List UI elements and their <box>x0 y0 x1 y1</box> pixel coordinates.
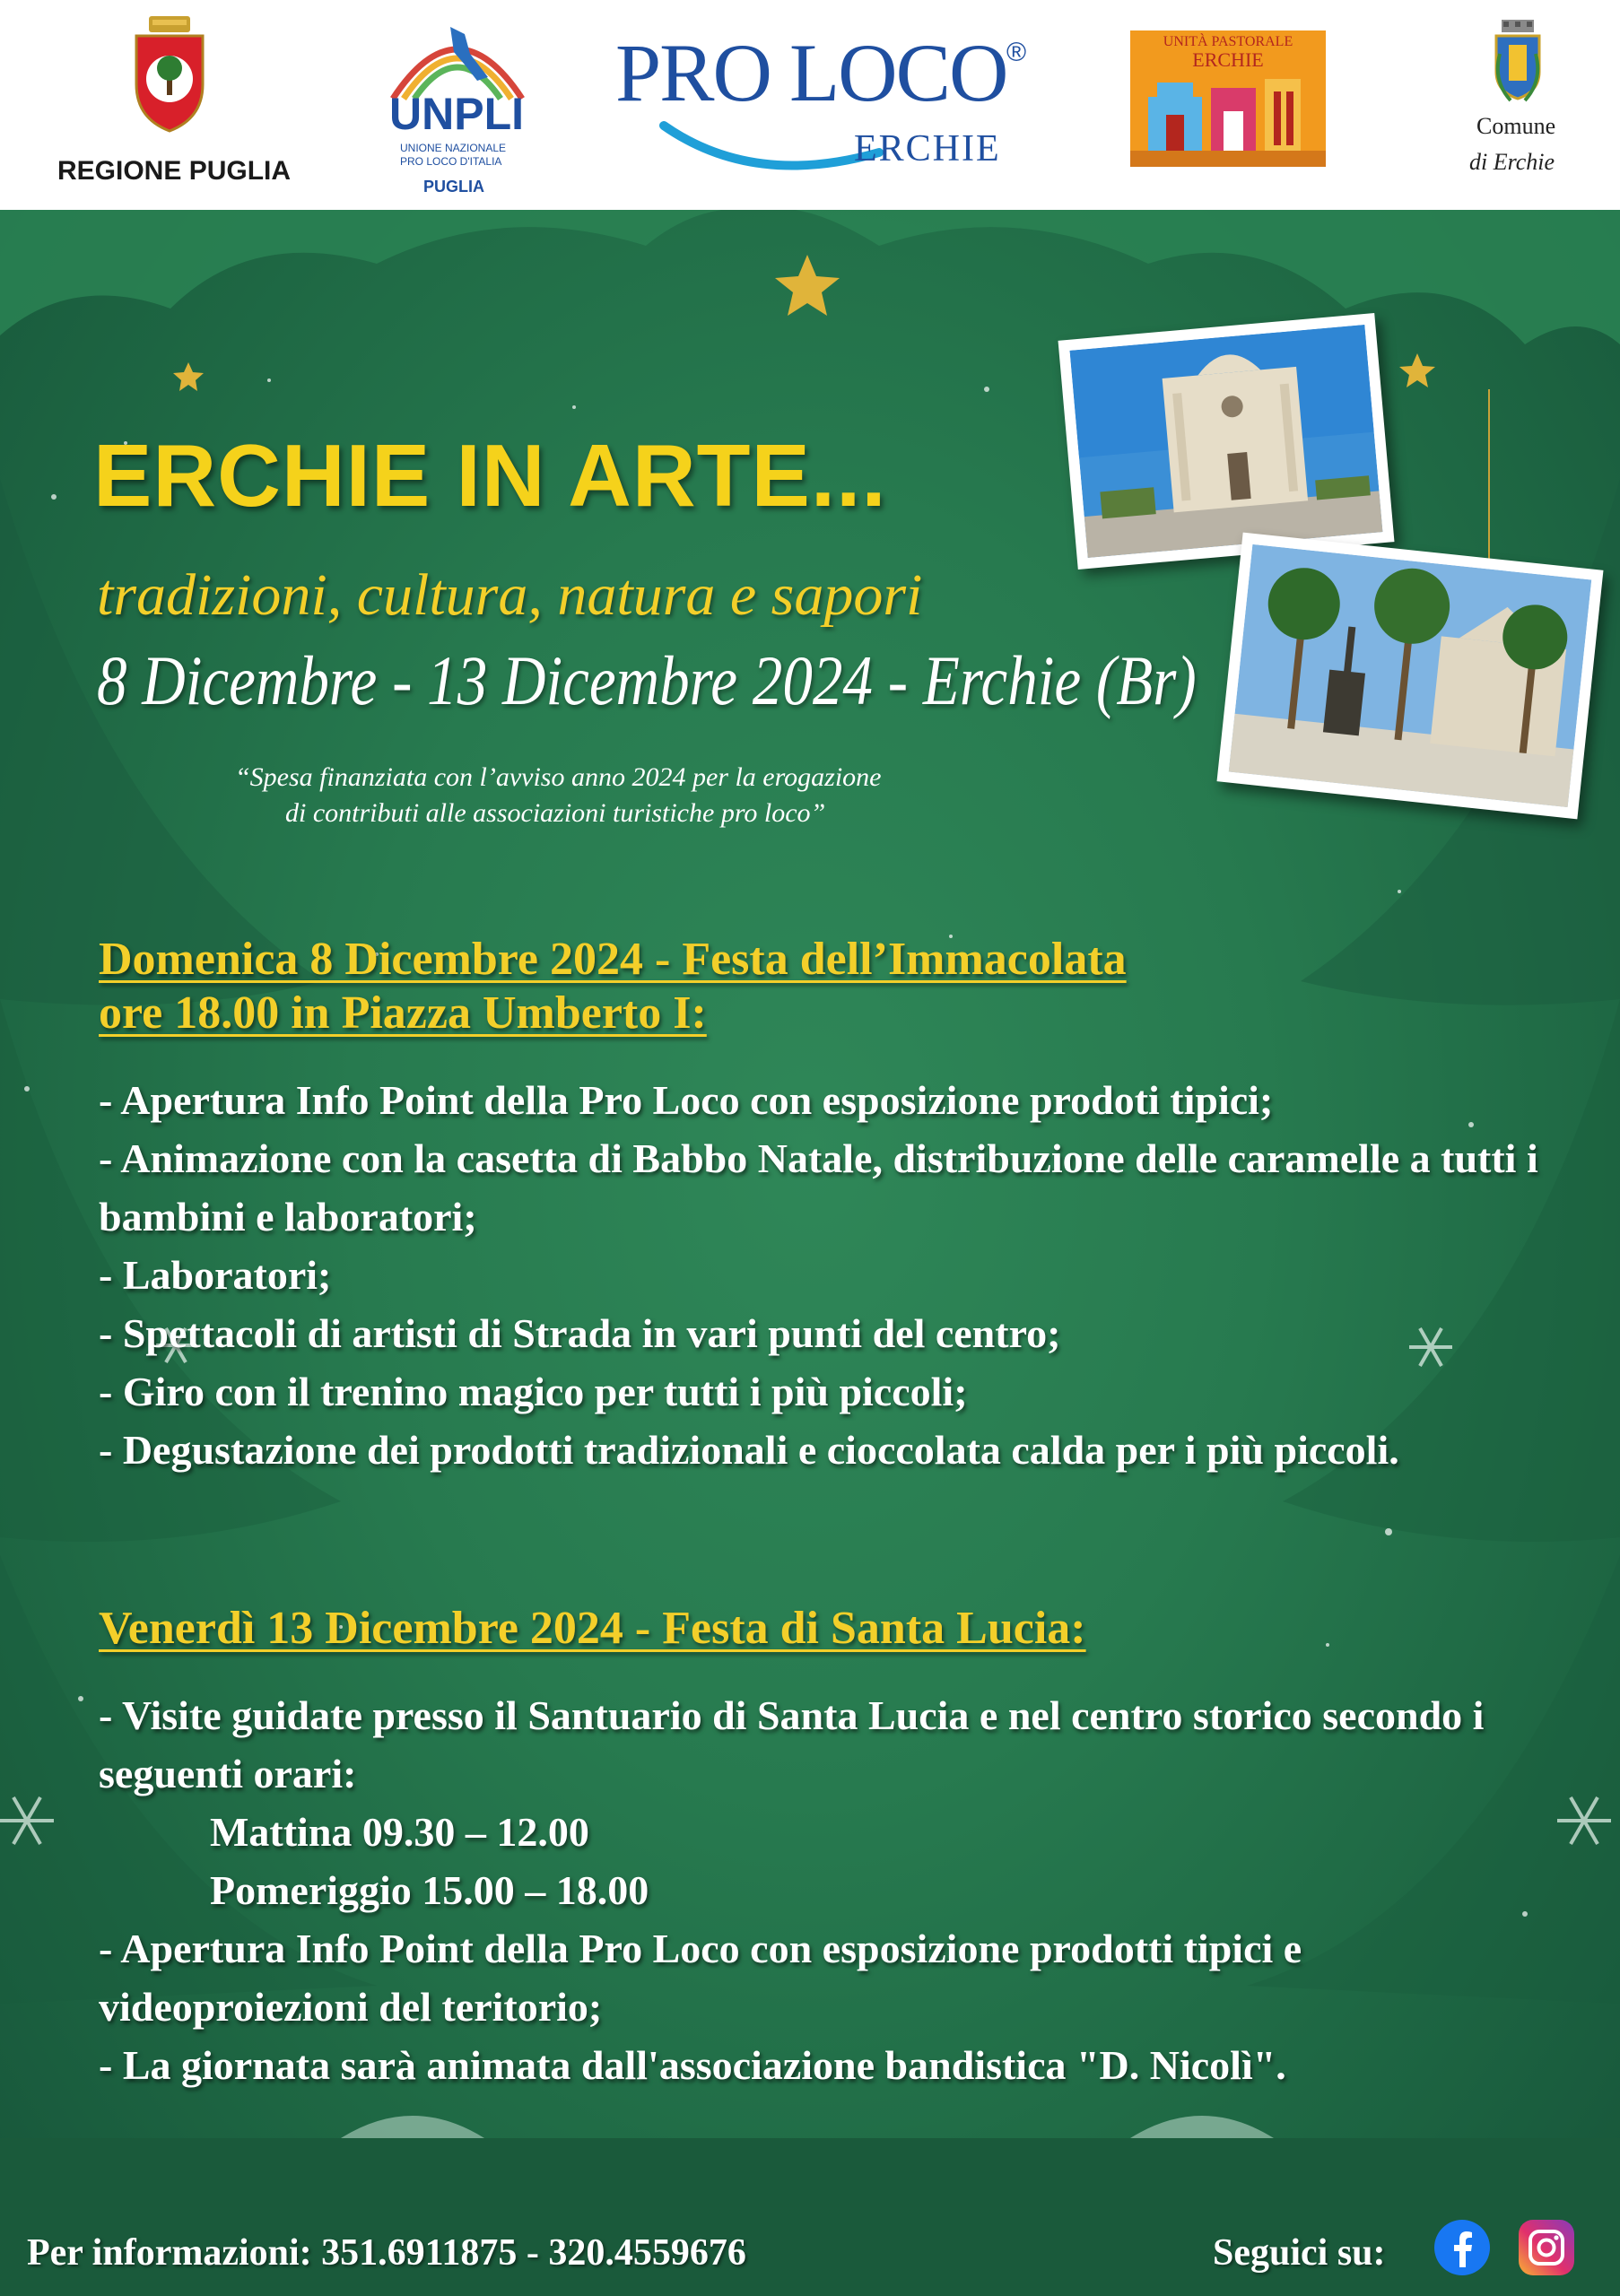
church-photo <box>1058 313 1395 570</box>
event-subtitle: tradizioni, cultura, natura e sapori <box>97 562 923 628</box>
comune-crest-icon <box>1491 18 1545 104</box>
schedule-afternoon: Pomeriggio 15.00 – 18.00 <box>210 1867 649 1913</box>
section1-item: - Apertura Info Point della Pro Loco con esposizione prodoti tipici; <box>99 1077 1274 1123</box>
funding-note-line1: “Spesa finanziata con l’avviso anno 2024 per la erogazione <box>235 762 882 792</box>
section1-item: - Giro con il trenino magico per tutti i più piccoli; <box>99 1369 968 1414</box>
section2-item: - La giornata sarà animata dall'associazione bandistica "D. Nicolì". <box>99 2042 1286 2088</box>
pro-loco-town: ERCHIE <box>854 128 1001 170</box>
contact-info: Per informazioni: 351.6911875 - 320.4559676 <box>27 2232 746 2274</box>
logo-header <box>0 0 1620 210</box>
church-facade-photo <box>1070 325 1383 558</box>
section1-heading-line2: ore 18.00 in Piazza Umberto I: <box>99 987 707 1039</box>
unpli-sub2: PRO LOCO D'ITALIA <box>400 155 502 168</box>
unita-pastorale-logo <box>1130 30 1326 167</box>
section2-heading: Venerdì 13 Dicembre 2024 - Festa di Santa Lucia: <box>99 1603 1086 1654</box>
section1-item: - Animazione con la casetta di Babbo Natale, distribuzione delle caramelle a tutti i bambini e laboratori; <box>99 1135 1538 1239</box>
section2-item: - Visite guidate presso il Santuario di Santa Lucia e nel centro storico secondo i seguenti orari: <box>99 1692 1485 1796</box>
pastorale-line1: UNITÀ PASTORALE <box>1163 34 1293 49</box>
pastorale-line2: ERCHIE <box>1192 48 1264 71</box>
comune-line2: di Erchie <box>1469 149 1555 175</box>
comune-line1: Comune <box>1476 113 1556 139</box>
section1-item: - Laboratori; <box>99 1252 332 1298</box>
unpli-region: PUGLIA <box>423 178 485 196</box>
pro-loco-name: PRO LOCO <box>615 27 1007 118</box>
regione-puglia-emblem-icon <box>129 13 210 138</box>
pro-loco-erchie-logo <box>610 18 1041 197</box>
registered-mark: ® <box>1006 38 1027 67</box>
follow-us-label: Seguici su: <box>1213 2232 1386 2274</box>
comune-erchie-logo <box>1459 18 1575 188</box>
schedule-morning: Mattina 09.30 – 12.00 <box>210 1809 589 1855</box>
funding-note-line2: di contributi alle associazioni turistiche pro loco” <box>285 798 826 828</box>
section1-heading-line1: Domenica 8 Dicembre 2024 - Festa dell’Immacolata <box>99 934 1127 985</box>
regione-puglia-logo <box>54 13 292 192</box>
event-poster <box>0 210 1620 2296</box>
section1-item: - Degustazione dei prodotti tradizionali e cioccolata calda per i più piccoli. <box>99 1427 1399 1473</box>
section2-list <box>99 1686 1552 2094</box>
event-dates: 8 Dicembre - 13 Dicembre 2024 - Erchie (Br) <box>97 641 1197 719</box>
section1-list <box>99 1071 1552 1479</box>
unpli-sub1: UNIONE NAZIONALE <box>400 142 507 154</box>
unpli-logo <box>377 9 538 201</box>
piazza-palms-photo <box>1229 544 1592 807</box>
church-facade-icon <box>1130 70 1326 167</box>
regione-puglia-label: REGIONE PUGLIA <box>57 156 292 186</box>
facebook-icon[interactable] <box>1433 2219 1491 2276</box>
section1-item: - Spettacoli di artisti di Strada in vari punti del centro; <box>99 1310 1061 1356</box>
section2-item: - Apertura Info Point della Pro Loco con esposizione prodotti tipici e videoproiezioni del teritorio; <box>99 1926 1302 2030</box>
unpli-name: UNPLI <box>389 89 524 139</box>
square-photo <box>1217 533 1604 820</box>
event-title: ERCHIE IN ARTE... <box>93 426 887 525</box>
instagram-icon[interactable] <box>1518 2219 1575 2276</box>
